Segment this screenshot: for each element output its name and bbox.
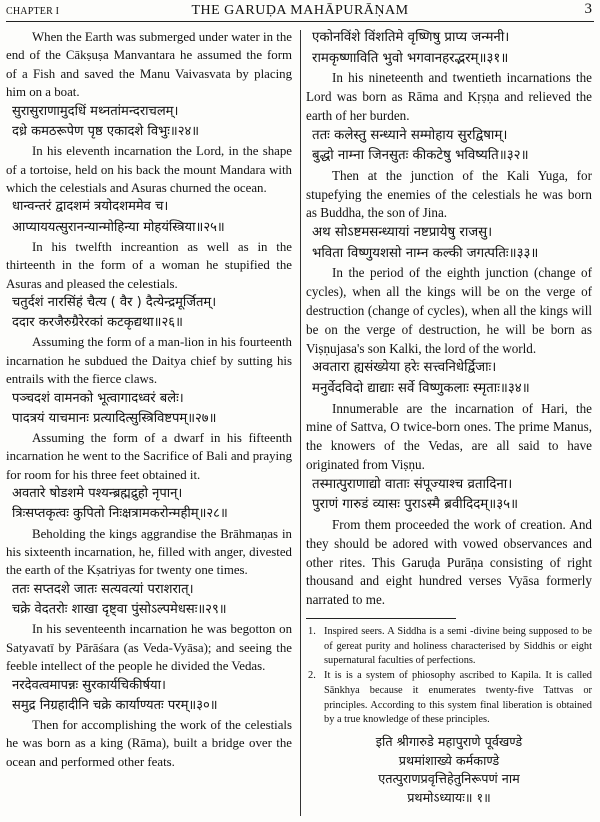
- translation-paragraph: In his eleventh incarnation the Lord, in the shape of a tortoise, held on his back the mount Mandara with which the celestials and Asuras churned the ocean.: [6, 144, 292, 195]
- sanskrit-verse-line: ततः सप्तदशे जातः सत्यवत्यां पराशरात्।: [12, 581, 194, 597]
- sanskrit-verse-line: आप्याययत्सुरानन्यान्मोहिन्या मोहयंस्त्रिया॥२५॥: [12, 219, 225, 235]
- page-number: 3: [584, 1, 592, 17]
- sanskrit-verse-line: पञ्चदशं वामनको भूत्वागादध्वरं बलेः।: [12, 390, 184, 406]
- right-column-body: [306, 28, 592, 610]
- page-header: [0, 0, 600, 22]
- sanskrit-verse-line: सुरासुराणामुदधिं मथ्नतांमन्दराचलम्।: [12, 103, 179, 119]
- translation-paragraph: Assuming the form of a dwarf in his fifteenth incarnation he went to the Sacrifice of Bali and praying for room for his three feet obtained it.: [6, 430, 292, 482]
- translation-paragraph: In his twelfth increantion as well as in the thirteenth in the form of a woman he stupified the Asuras and pleased the celestials.: [6, 239, 292, 291]
- chapter-label: CHAPTER I: [6, 6, 60, 17]
- sanskrit-verse-line: पुराणं गारुडं व्यासः पुराऽस्मै ब्रवीदिदम्॥३५॥: [312, 497, 519, 513]
- translation-paragraph: Innumerable are the incarnation of Hari, the mine of Sattva, O twice-born ones. The prime Manus, the knowers of the Vedas, are all said to have originated from Viṣṇu.: [306, 400, 592, 472]
- sanskrit-verse-line: त्रिःसप्तकृत्वः कुपितो निःक्षत्रामकरोन्महीम्॥२८॥: [12, 506, 228, 522]
- translation-paragraph: When the Earth was submerged under water in the end of the Cākṣuṣa Manvantara he assumed the form of a Fish and saved the Manu Vaivasvata by placing him on a boat.: [6, 30, 292, 100]
- sanskrit-verse-line: अवतारा ह्यसंख्येया हरेः सत्त्वनिधेर्द्विजाः।: [312, 360, 497, 376]
- sanskrit-verse-line: मनुर्वेदविदो द्याद्याः सर्वे विष्णुकलाः स्मृताः॥३४॥: [312, 380, 530, 396]
- footnote-rule: [306, 618, 456, 619]
- footnote-number: 2.: [308, 670, 316, 682]
- sanskrit-verse-line: पादत्रयं याचमानः प्रत्यादित्सुस्त्रिविष्टपम्॥२७॥: [12, 410, 217, 426]
- header-rule: [6, 21, 594, 22]
- sanskrit-verse-line: भविता विष्णुयशसो नाम्न कल्की जगत्पतिः॥३३॥: [312, 245, 539, 261]
- sanskrit-verse-line: अवतारे षोडशमे पश्यन्ब्रह्मद्रुहो नृपान्।: [12, 486, 183, 502]
- book-title: THE GARUḌA MAHĀPURĀṆAM: [191, 3, 409, 18]
- translation-paragraph: In his nineteenth and twentieth incarnations the Lord was born as Rāma and Kṛṣṇa and relieved the earth of her burden.: [306, 70, 592, 123]
- colophon-line: एतत्पुराणप्रवृत्तिहेतुनिरूपणं नाम: [378, 772, 520, 788]
- translation-paragraph: Assuming the form of a man-lion in his fourteenth incarnation he subdued the Daitya chief by sutting his entrails with the fierce claws.: [6, 335, 292, 387]
- colophon-line: प्रथमांशाख्ये कर्मकाण्डे: [398, 753, 500, 769]
- sanskrit-verse-line: अथ सोऽष्टमसन्ध्यायां नष्टप्रायेषु राजसु।: [312, 225, 493, 241]
- footnote: [306, 625, 592, 669]
- sanskrit-verse-line: समुद्र निग्रहादीनि चक्रे कार्याण्यतः परम्॥३०॥: [12, 697, 218, 713]
- sanskrit-verse-line: दध्रे कमठरूपेण पृष्ठ एकादशे विभुः॥२४॥: [12, 123, 200, 139]
- sanskrit-verse-line: नरदेवत्वमापन्नः सुरकार्यचिकीर्षया।: [12, 677, 166, 693]
- left-column: [6, 28, 292, 771]
- sanskrit-verse-line: ददार करजैरुग्रैरेरकां कटकृद्यथा॥२६॥: [12, 315, 183, 331]
- footnotes: [306, 625, 592, 728]
- footnote-text: It is is a system of phiosophy ascribed to Kapila. It is called Sānkhya because it enumerates twenty-five Tattvas or principles. According to this system final liberation is obtained by a true knowledge of these principles.: [324, 670, 592, 726]
- translation-paragraph: In his seventeenth incarnation he was begotton on Satyavatī by Pārāśara (as Veda-Vyāsa); and seeing the feeble intellect of the people he divided the Vedas.: [6, 622, 292, 674]
- translation-paragraph: Then at the junction of the Kali Yuga, for stupefying the enemies of the celestials he was born as Buddha, the son of Jina.: [306, 167, 592, 221]
- translation-paragraph: Beholding the kings aggrandise the Brāhmaṇas in his sixteenth incarnation, he, filled with anger, divested the earth of the Kṣatriyas for twenty one times.: [6, 526, 292, 578]
- sanskrit-verse-line: एकोनविंशे विंशतिमे वृष्णिषु प्राप्य जन्मनी।: [312, 30, 510, 45]
- column-divider: [300, 30, 301, 816]
- colophon-line: प्रथमोऽध्यायः॥ १॥: [407, 790, 491, 806]
- sanskrit-verse-line: चतुर्दशं नारसिंहं चैत्य ( वैर ) दैत्येन्द्रमूर्जितम्।: [12, 295, 217, 310]
- sanskrit-verse-line: चक्रे वेदतरोः शाखा दृष्ट्वा पुंसोऽल्पमेधसः॥२९॥: [12, 602, 227, 618]
- footnote-text: Inspired seers. A Siddha is a semi -divine being supposed to be of gereat purity and holiness characterised by Siddhis or eight supernatural faculties of perfections.: [324, 626, 592, 667]
- translation-paragraph: Then for accomplishing the work of the celestials he was born as a king (Rāma), built a bridge over the ocean and performed other feats.: [6, 717, 292, 769]
- colophon-line: इति श्रीगारुडे महापुराणे पूर्वखण्डे: [375, 734, 523, 750]
- sanskrit-verse-line: रामकृष्णाविति भुवो भगवानहरद्भरम्॥३१॥: [312, 50, 509, 66]
- sanskrit-verse-line: बुद्धो नाम्ना जिनसुतः कीकटेषु भविष्यति॥३२॥: [312, 148, 529, 164]
- chapter-colophon: [306, 734, 592, 809]
- right-column: [306, 28, 592, 808]
- translation-paragraph: In the period of the eighth junction (change of cycles), when all the kings will be on the verge of destruction (change of cycles), when all the kings will be on the verge of destruction, he will be born as Viṣṇujasa's son Kalki, the lord of the world.: [306, 265, 592, 356]
- translation-paragraph: From them proceeded the work of creation. And they should be adored with vowed observances and other rites. This Garuḍa Purāṇa consisting of right thousand and eight hundred verses Vyāsa formerly narrated to me.: [306, 516, 592, 608]
- footnote: [306, 669, 592, 728]
- sanskrit-verse-line: तस्मात्पुराणाद्यो वाताः संपूज्याश्च व्रतादिना।: [312, 476, 513, 492]
- footnote-number: 1.: [308, 626, 316, 638]
- sanskrit-verse-line: धान्वन्तरं द्वादशमं त्रयोदशममेव च।: [12, 199, 169, 215]
- sanskrit-verse-line: ततः कलेस्तु सन्ध्याने सम्मोहाय सुरद्विषाम्।: [312, 127, 508, 143]
